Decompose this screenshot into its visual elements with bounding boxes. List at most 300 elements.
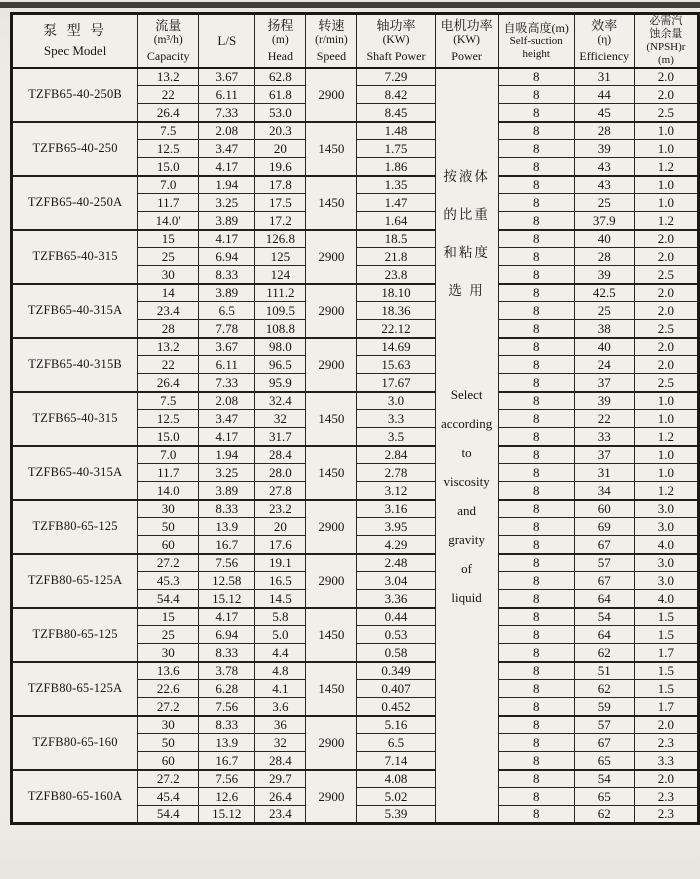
pump-data-row (12, 230, 699, 248)
col-header-capacity-unit: (m³/h) (153, 33, 183, 46)
suction-cell: 8 (498, 122, 574, 140)
npsh-cell: 1.5 (634, 626, 698, 644)
model-cell: TZFB65-40-315 (12, 392, 138, 446)
capacity-cell: 30 (138, 500, 199, 518)
head-cell: 14.5 (255, 590, 306, 608)
capacity-cell: 50 (138, 734, 199, 752)
model-cell: TZFB65-40-250B (12, 68, 138, 122)
npsh-cell: 4.0 (634, 536, 698, 554)
efficiency-cell: 69 (574, 518, 634, 536)
shaft-power-cell: 4.29 (357, 536, 435, 554)
head-cell: 19.6 (255, 158, 306, 176)
suction-cell: 8 (498, 644, 574, 662)
npsh-cell: 1.2 (634, 158, 698, 176)
capacity-cell: 50 (138, 518, 199, 536)
npsh-cell: 2.3 (634, 734, 698, 752)
suction-cell: 8 (498, 140, 574, 158)
capacity-cell: 45.4 (138, 788, 199, 806)
efficiency-cell: 40 (574, 338, 634, 356)
head-cell: 125 (255, 248, 306, 266)
shaft-power-cell: 14.69 (357, 338, 435, 356)
suction-cell: 8 (498, 500, 574, 518)
suction-cell: 8 (498, 608, 574, 626)
power-note-line-en: Select (450, 386, 483, 402)
efficiency-cell: 62 (574, 644, 634, 662)
pump-data-row (12, 68, 699, 86)
col-header-speed-unit: (r/min) (315, 33, 348, 46)
ls-cell: 4.17 (199, 158, 255, 176)
speed-cell: 1450 (306, 608, 357, 662)
ls-cell: 6.5 (199, 302, 255, 320)
efficiency-cell: 65 (574, 752, 634, 770)
suction-cell: 8 (498, 482, 574, 500)
npsh-cell: 2.0 (634, 284, 698, 302)
shaft-power-cell: 6.5 (357, 734, 435, 752)
shaft-power-cell: 1.48 (357, 122, 435, 140)
pump-data-row (12, 392, 699, 410)
npsh-cell: 1.0 (634, 446, 698, 464)
npsh-cell: 4.0 (634, 590, 698, 608)
suction-cell: 8 (498, 212, 574, 230)
capacity-cell: 27.2 (138, 770, 199, 788)
ls-cell: 8.33 (199, 644, 255, 662)
pump-data-row (12, 122, 699, 140)
npsh-cell: 1.2 (634, 212, 698, 230)
npsh-cell: 1.0 (634, 392, 698, 410)
speed-cell: 1450 (306, 392, 357, 446)
efficiency-cell: 37.9 (574, 212, 634, 230)
head-cell: 20 (255, 140, 306, 158)
col-header-model-zh: 泵 型 号 (43, 23, 108, 39)
ls-cell: 6.94 (199, 626, 255, 644)
col-header-npsh-zh2: 蚀余量 (649, 27, 683, 40)
head-cell: 98.0 (255, 338, 306, 356)
suction-cell: 8 (498, 734, 574, 752)
pump-data-row (12, 284, 699, 302)
capacity-cell: 13.2 (138, 338, 199, 356)
speed-cell: 2900 (306, 770, 357, 824)
efficiency-cell: 67 (574, 734, 634, 752)
shaft-power-cell: 0.452 (357, 698, 435, 716)
capacity-cell: 12.5 (138, 140, 199, 158)
model-cell: TZFB80-65-125 (12, 608, 138, 662)
ls-cell: 8.33 (199, 500, 255, 518)
capacity-cell: 15 (138, 230, 199, 248)
ls-cell: 15.12 (199, 590, 255, 608)
efficiency-cell: 28 (574, 122, 634, 140)
col-header-model-en: Spec Model (43, 42, 107, 58)
pump-data-row (12, 770, 699, 788)
head-cell: 28.4 (255, 446, 306, 464)
pump-data-row (12, 554, 699, 572)
efficiency-cell: 64 (574, 590, 634, 608)
suction-cell: 8 (498, 446, 574, 464)
col-header-shaft-zh: 轴功率 (376, 18, 416, 34)
efficiency-cell: 28 (574, 248, 634, 266)
efficiency-cell: 44 (574, 86, 634, 104)
col-header-shaft-power (357, 14, 435, 68)
capacity-cell: 13.2 (138, 68, 199, 86)
head-cell: 3.6 (255, 698, 306, 716)
capacity-cell: 7.5 (138, 392, 199, 410)
ls-cell: 7.33 (199, 374, 255, 392)
col-header-suction-en1: Self-suction (509, 34, 563, 47)
efficiency-cell: 31 (574, 68, 634, 86)
efficiency-cell: 57 (574, 554, 634, 572)
head-cell: 124 (255, 266, 306, 284)
efficiency-cell: 39 (574, 266, 634, 284)
suction-cell: 8 (498, 356, 574, 374)
shaft-power-cell: 1.64 (357, 212, 435, 230)
shaft-power-cell: 0.349 (357, 662, 435, 680)
capacity-cell: 26.4 (138, 104, 199, 122)
ls-cell: 1.94 (199, 176, 255, 194)
npsh-cell: 1.0 (634, 464, 698, 482)
npsh-cell: 1.7 (634, 698, 698, 716)
suction-cell: 8 (498, 248, 574, 266)
suction-cell: 8 (498, 158, 574, 176)
col-header-capacity-zh: 流量 (155, 18, 182, 34)
ls-cell: 7.56 (199, 770, 255, 788)
shaft-power-cell: 3.16 (357, 500, 435, 518)
head-cell: 17.2 (255, 212, 306, 230)
capacity-cell: 11.7 (138, 464, 199, 482)
col-header-speed-zh: 转速 (318, 18, 345, 34)
suction-cell: 8 (498, 716, 574, 734)
speed-cell: 2900 (306, 554, 357, 608)
suction-cell: 8 (498, 698, 574, 716)
capacity-cell: 12.5 (138, 410, 199, 428)
head-cell: 53.0 (255, 104, 306, 122)
model-cell: TZFB65-40-315B (12, 338, 138, 392)
shaft-power-cell: 0.407 (357, 680, 435, 698)
ls-cell: 6.11 (199, 356, 255, 374)
shaft-power-cell: 3.12 (357, 482, 435, 500)
shaft-power-cell: 3.04 (357, 572, 435, 590)
head-cell: 4.8 (255, 662, 306, 680)
pump-data-row (12, 608, 699, 626)
pump-spec-table (10, 12, 700, 825)
capacity-cell: 7.0 (138, 176, 199, 194)
motor-power-note-cell (435, 68, 498, 824)
suction-cell: 8 (498, 104, 574, 122)
col-header-head-zh: 扬程 (267, 18, 294, 34)
capacity-cell: 26.4 (138, 374, 199, 392)
capacity-cell: 22 (138, 86, 199, 104)
col-header-suction-zh: 自吸高度(m) (503, 20, 569, 35)
suction-cell: 8 (498, 374, 574, 392)
efficiency-cell: 59 (574, 698, 634, 716)
efficiency-cell: 22 (574, 410, 634, 428)
power-note-line-zh: 按液体 (443, 168, 490, 184)
pump-data-row (12, 716, 699, 734)
suction-cell: 8 (498, 410, 574, 428)
col-header-capacity-en: Capacity (146, 49, 190, 64)
capacity-cell: 60 (138, 752, 199, 770)
capacity-cell: 30 (138, 716, 199, 734)
ls-cell: 3.67 (199, 338, 255, 356)
efficiency-cell: 24 (574, 356, 634, 374)
suction-cell: 8 (498, 554, 574, 572)
col-header-npsh-unit: (m) (657, 53, 674, 66)
suction-cell: 8 (498, 662, 574, 680)
power-note-line-zh: 和粘度 (443, 244, 490, 260)
shaft-power-cell: 0.58 (357, 644, 435, 662)
shaft-power-cell: 1.35 (357, 176, 435, 194)
shaft-power-cell: 18.36 (357, 302, 435, 320)
shaft-power-cell: 0.44 (357, 608, 435, 626)
efficiency-cell: 43 (574, 158, 634, 176)
efficiency-cell: 37 (574, 446, 634, 464)
head-cell: 5.0 (255, 626, 306, 644)
speed-cell: 1450 (306, 662, 357, 716)
power-note (436, 69, 498, 619)
capacity-cell: 27.2 (138, 554, 199, 572)
model-cell: TZFB65-40-250A (12, 176, 138, 230)
suction-cell: 8 (498, 536, 574, 554)
head-cell: 27.8 (255, 482, 306, 500)
npsh-cell: 3.0 (634, 572, 698, 590)
ls-cell: 7.56 (199, 698, 255, 716)
shaft-power-cell: 8.42 (357, 86, 435, 104)
npsh-cell: 1.0 (634, 122, 698, 140)
capacity-cell: 23.4 (138, 302, 199, 320)
capacity-cell: 25 (138, 626, 199, 644)
pump-data-row (12, 500, 699, 518)
shaft-power-cell: 5.02 (357, 788, 435, 806)
ls-cell: 6.94 (199, 248, 255, 266)
suction-cell: 8 (498, 770, 574, 788)
ls-cell: 16.7 (199, 752, 255, 770)
shaft-power-cell: 2.84 (357, 446, 435, 464)
head-cell: 31.7 (255, 428, 306, 446)
head-cell: 32 (255, 410, 306, 428)
model-cell: TZFB80-65-160A (12, 770, 138, 824)
shaft-power-cell: 2.78 (357, 464, 435, 482)
col-header-capacity (138, 14, 199, 68)
speed-cell: 2900 (306, 338, 357, 392)
efficiency-cell: 33 (574, 428, 634, 446)
suction-cell: 8 (498, 284, 574, 302)
capacity-cell: 27.2 (138, 698, 199, 716)
head-cell: 20 (255, 518, 306, 536)
capacity-cell: 15.0 (138, 158, 199, 176)
col-header-efficiency (574, 14, 634, 68)
shaft-power-cell: 7.29 (357, 68, 435, 86)
speed-cell: 1450 (306, 446, 357, 500)
efficiency-cell: 64 (574, 626, 634, 644)
npsh-cell: 2.0 (634, 356, 698, 374)
npsh-cell: 3.0 (634, 554, 698, 572)
efficiency-cell: 43 (574, 176, 634, 194)
npsh-cell: 2.5 (634, 104, 698, 122)
speed-cell: 2900 (306, 230, 357, 284)
col-header-suction-en2: height (522, 48, 550, 61)
capacity-cell: 30 (138, 644, 199, 662)
power-note-line-en: of (461, 560, 473, 576)
head-cell: 61.8 (255, 86, 306, 104)
ls-cell: 13.9 (199, 734, 255, 752)
ls-cell: 15.12 (199, 806, 255, 824)
power-note-line-en: gravity (448, 531, 486, 547)
ls-cell: 12.58 (199, 572, 255, 590)
npsh-cell: 3.0 (634, 518, 698, 536)
capacity-cell: 22 (138, 356, 199, 374)
npsh-cell: 1.2 (634, 428, 698, 446)
model-cell: TZFB80-65-125A (12, 662, 138, 716)
model-cell: TZFB65-40-315A (12, 284, 138, 338)
model-cell: TZFB65-40-315A (12, 446, 138, 500)
capacity-cell: 60 (138, 536, 199, 554)
ls-cell: 3.25 (199, 194, 255, 212)
col-header-ls (199, 14, 255, 68)
model-cell: TZFB80-65-160 (12, 716, 138, 770)
shaft-power-cell: 3.0 (357, 392, 435, 410)
npsh-cell: 2.0 (634, 248, 698, 266)
suction-cell: 8 (498, 464, 574, 482)
ls-cell: 6.11 (199, 86, 255, 104)
npsh-cell: 2.3 (634, 788, 698, 806)
shaft-power-cell: 5.16 (357, 716, 435, 734)
capacity-cell: 14.0' (138, 212, 199, 230)
head-cell: 108.8 (255, 320, 306, 338)
ls-cell: 1.94 (199, 446, 255, 464)
col-header-head-unit: (m) (272, 33, 289, 46)
npsh-cell: 2.5 (634, 374, 698, 392)
speed-cell: 1450 (306, 122, 357, 176)
col-header-ls-label: L/S (217, 32, 237, 48)
head-cell: 26.4 (255, 788, 306, 806)
suction-cell: 8 (498, 752, 574, 770)
efficiency-cell: 39 (574, 140, 634, 158)
col-header-npsh-en: (NPSH)r (646, 40, 686, 53)
head-cell: 36 (255, 716, 306, 734)
head-cell: 4.1 (255, 680, 306, 698)
npsh-cell: 2.3 (634, 806, 698, 824)
npsh-cell: 2.0 (634, 86, 698, 104)
efficiency-cell: 51 (574, 662, 634, 680)
ls-cell: 3.89 (199, 284, 255, 302)
head-cell: 19.1 (255, 554, 306, 572)
col-header-shaft-unit: (KW) (382, 33, 410, 46)
shaft-power-cell: 21.8 (357, 248, 435, 266)
ls-cell: 8.33 (199, 266, 255, 284)
ls-cell: 7.56 (199, 554, 255, 572)
pump-data-row (12, 176, 699, 194)
suction-cell: 8 (498, 572, 574, 590)
suction-cell: 8 (498, 86, 574, 104)
npsh-cell: 1.2 (634, 482, 698, 500)
efficiency-cell: 62 (574, 806, 634, 824)
npsh-cell: 1.0 (634, 410, 698, 428)
shaft-power-cell: 3.95 (357, 518, 435, 536)
efficiency-cell: 45 (574, 104, 634, 122)
shaft-power-cell: 18.10 (357, 284, 435, 302)
model-cell: TZFB80-65-125A (12, 554, 138, 608)
head-cell: 32.4 (255, 392, 306, 410)
suction-cell: 8 (498, 302, 574, 320)
suction-cell: 8 (498, 626, 574, 644)
capacity-cell: 14.0 (138, 482, 199, 500)
capacity-cell: 7.0 (138, 446, 199, 464)
suction-cell: 8 (498, 788, 574, 806)
speed-cell: 2900 (306, 716, 357, 770)
shaft-power-cell: 3.36 (357, 590, 435, 608)
efficiency-cell: 60 (574, 500, 634, 518)
table-body (12, 68, 699, 824)
ls-cell: 3.47 (199, 140, 255, 158)
ls-cell: 3.78 (199, 662, 255, 680)
header-row (12, 14, 699, 68)
shaft-power-cell: 3.5 (357, 428, 435, 446)
suction-cell: 8 (498, 680, 574, 698)
head-cell: 5.8 (255, 608, 306, 626)
suction-cell: 8 (498, 590, 574, 608)
col-header-eff-unit: (η) (597, 33, 612, 46)
efficiency-cell: 57 (574, 716, 634, 734)
col-header-power-en: Power (451, 49, 482, 64)
efficiency-cell: 54 (574, 770, 634, 788)
ls-cell: 3.89 (199, 482, 255, 500)
col-header-shaft-en: Shaft Power (366, 49, 426, 64)
col-header-model (12, 14, 138, 68)
pump-data-row (12, 338, 699, 356)
npsh-cell: 1.5 (634, 662, 698, 680)
npsh-cell: 2.5 (634, 320, 698, 338)
npsh-cell: 1.7 (634, 644, 698, 662)
power-note-line-zh: 选 用 (448, 282, 485, 298)
npsh-cell: 1.0 (634, 194, 698, 212)
shaft-power-cell: 23.8 (357, 266, 435, 284)
col-header-power-zh: 电机功率 (440, 18, 493, 34)
npsh-cell: 2.5 (634, 266, 698, 284)
power-note-line-en: and (457, 502, 476, 518)
suction-cell: 8 (498, 392, 574, 410)
efficiency-cell: 39 (574, 392, 634, 410)
shaft-power-cell: 22.12 (357, 320, 435, 338)
power-note-line-en: according (440, 415, 493, 431)
npsh-cell: 2.0 (634, 68, 698, 86)
power-note-line-en: to (461, 444, 472, 460)
col-header-head (255, 14, 306, 68)
ls-cell: 3.25 (199, 464, 255, 482)
head-cell: 17.5 (255, 194, 306, 212)
efficiency-cell: 67 (574, 536, 634, 554)
head-cell: 126.8 (255, 230, 306, 248)
shaft-power-cell: 3.3 (357, 410, 435, 428)
ls-cell: 3.67 (199, 68, 255, 86)
pump-data-row (12, 446, 699, 464)
npsh-cell: 2.0 (634, 770, 698, 788)
npsh-cell: 2.0 (634, 716, 698, 734)
capacity-cell: 7.5 (138, 122, 199, 140)
efficiency-cell: 54 (574, 608, 634, 626)
model-cell: TZFB80-65-125 (12, 500, 138, 554)
col-header-npsh (634, 14, 698, 68)
speed-cell: 2900 (306, 500, 357, 554)
shaft-power-cell: 4.08 (357, 770, 435, 788)
head-cell: 111.2 (255, 284, 306, 302)
head-cell: 32 (255, 734, 306, 752)
head-cell: 4.4 (255, 644, 306, 662)
ls-cell: 7.33 (199, 104, 255, 122)
suction-cell: 8 (498, 518, 574, 536)
ls-cell: 4.17 (199, 608, 255, 626)
col-header-suction (498, 14, 574, 68)
head-cell: 17.8 (255, 176, 306, 194)
efficiency-cell: 25 (574, 302, 634, 320)
efficiency-cell: 67 (574, 572, 634, 590)
